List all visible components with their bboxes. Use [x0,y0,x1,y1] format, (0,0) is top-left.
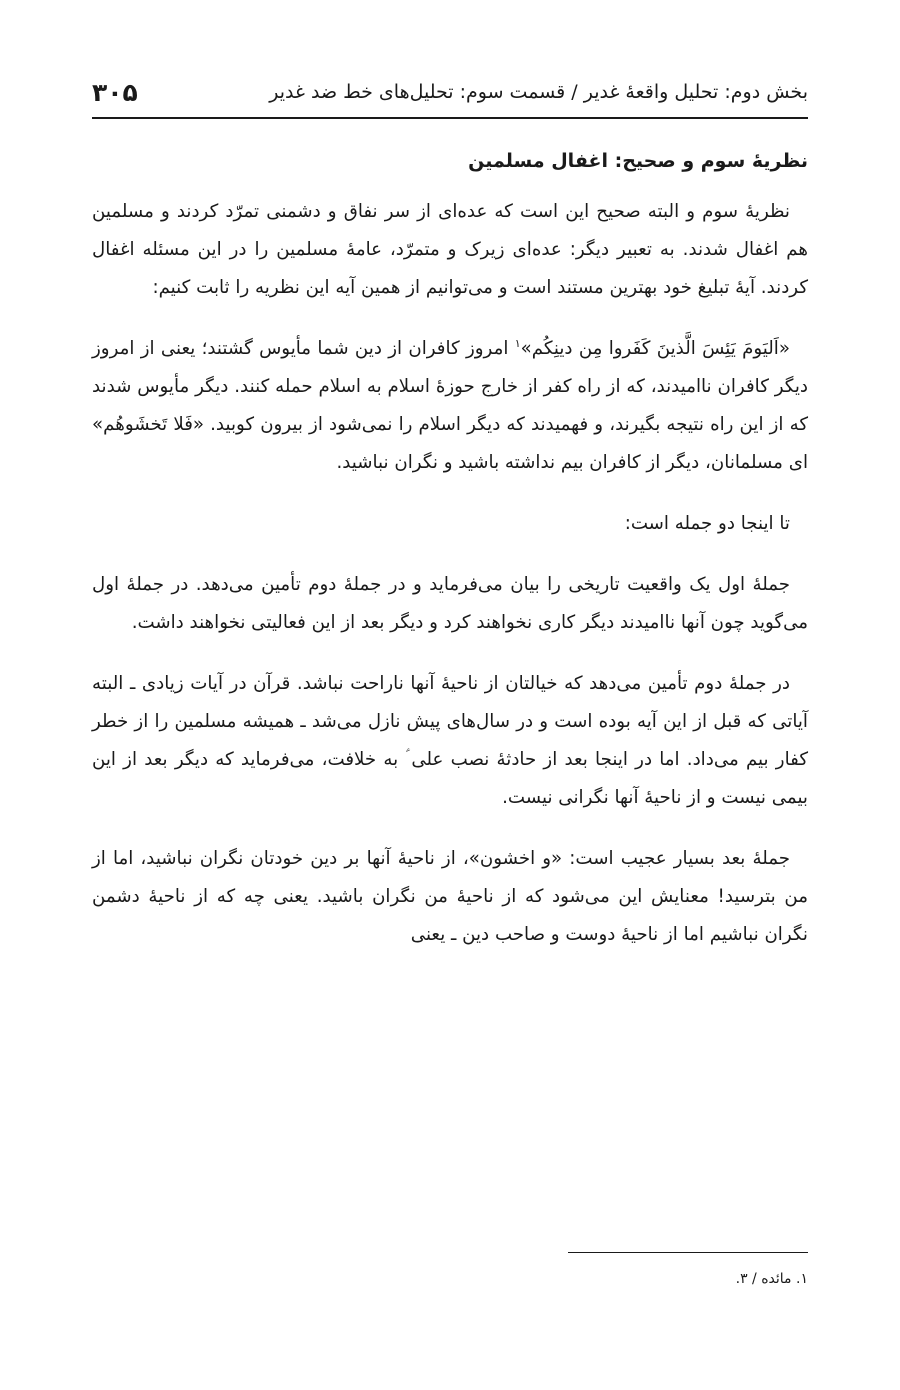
paragraph-1: نظریهٔ سوم و البته صحیح این است که عده‌ای از سر نفاق و دشمنی تمرّد کردند و مسلمین هم اغفال شدند. به تعبیر دیگر: عده‌ای زیرک و متمرّد، عامهٔ مسلمین را در این مسئله اغفال کردند. آیهٔ تبلیغ خود بهترین مستند است و می‌توانیم از همین آیه این نظریه را ثابت کنیم: [92,201,808,298]
footnote-reference[interactable]: ۱ [514,336,521,350]
running-header-title: بخش دوم: تحلیل واقعهٔ غدیر / قسمت سوم: تحلیل‌های خط ضد غدیر [269,81,808,103]
paragraph-2-text: امروز کافران از دین شما مأیوس گشتند؛ یعنی از امروز دیگر کافران ناامیدند، که از راه کفر از خارج حوزهٔ اسلام به اسلام حمله کنند. دیگر مأیوس شدند که از این راه نتیجه بگیرند، و فهمیدند که دیگر اسلام را نمی‌شود از بیرون کوبید. «فَلا تَخشَوهُم» ای مسلمانان، دیگر از کافران بیم نداشته باشید و نگران نباشید. [92,338,808,473]
footnote: ۱. مائده / ۳. [735,1271,808,1287]
header-rule [92,117,808,119]
paragraph-6: جملهٔ بعد بسیار عجیب است: «و اخشون»، از ناحیهٔ آنها بر دین خودتان نگران نباشید، اما از من بترسید! معنایش این می‌شود که از ناحیهٔ من نگران باشید. یعنی چه که از ناحیهٔ دشمن نگران نباشیم اما از ناحیهٔ دوست و صاحب دین ـ یعنی [92,848,808,945]
paragraph-3: تا اینجا دو جمله است: [624,513,790,534]
paragraph-4: جملهٔ اول یک واقعیت تاریخی را بیان می‌فرماید و در جملهٔ دوم تأمین می‌دهد. در جملهٔ اول می‌گوید چون آنها ناامیدند دیگر کاری نخواهند کرد و دیگر بعد از این فعالیتی نخواهند داشت. [92,574,808,633]
body-text [92,193,808,977]
quran-quote: «اَلیَومَ یَئِسَ الَّذینَ کَفَروا مِن دینِکُم» [520,338,790,359]
running-header [92,70,808,114]
paragraph-5: در جملهٔ دوم تأمین می‌دهد که خیالتان از ناحیهٔ آنها ناراحت نباشد. قرآن در آیات زیادی ـ البته آیاتی که قبل از این آیه بوده است و در سال‌های پیش نازل می‌شد ـ همیشه مسلمین را از خطر کفار بیم می‌داد. اما در اینجا بعد از حادثهٔ نصب علی ؑ به خلافت، می‌فرماید که دیگر بعد از این بیمی نیست و از ناحیهٔ آنها نگرانی نیست. [92,673,808,808]
footnote-rule [568,1252,808,1253]
page-number: ۳۰۵ [92,77,138,107]
book-page [92,0,808,1390]
paragraph-2 [92,330,808,482]
section-title: نظریهٔ سوم و صحیح: اغفال مسلمین [468,150,808,172]
